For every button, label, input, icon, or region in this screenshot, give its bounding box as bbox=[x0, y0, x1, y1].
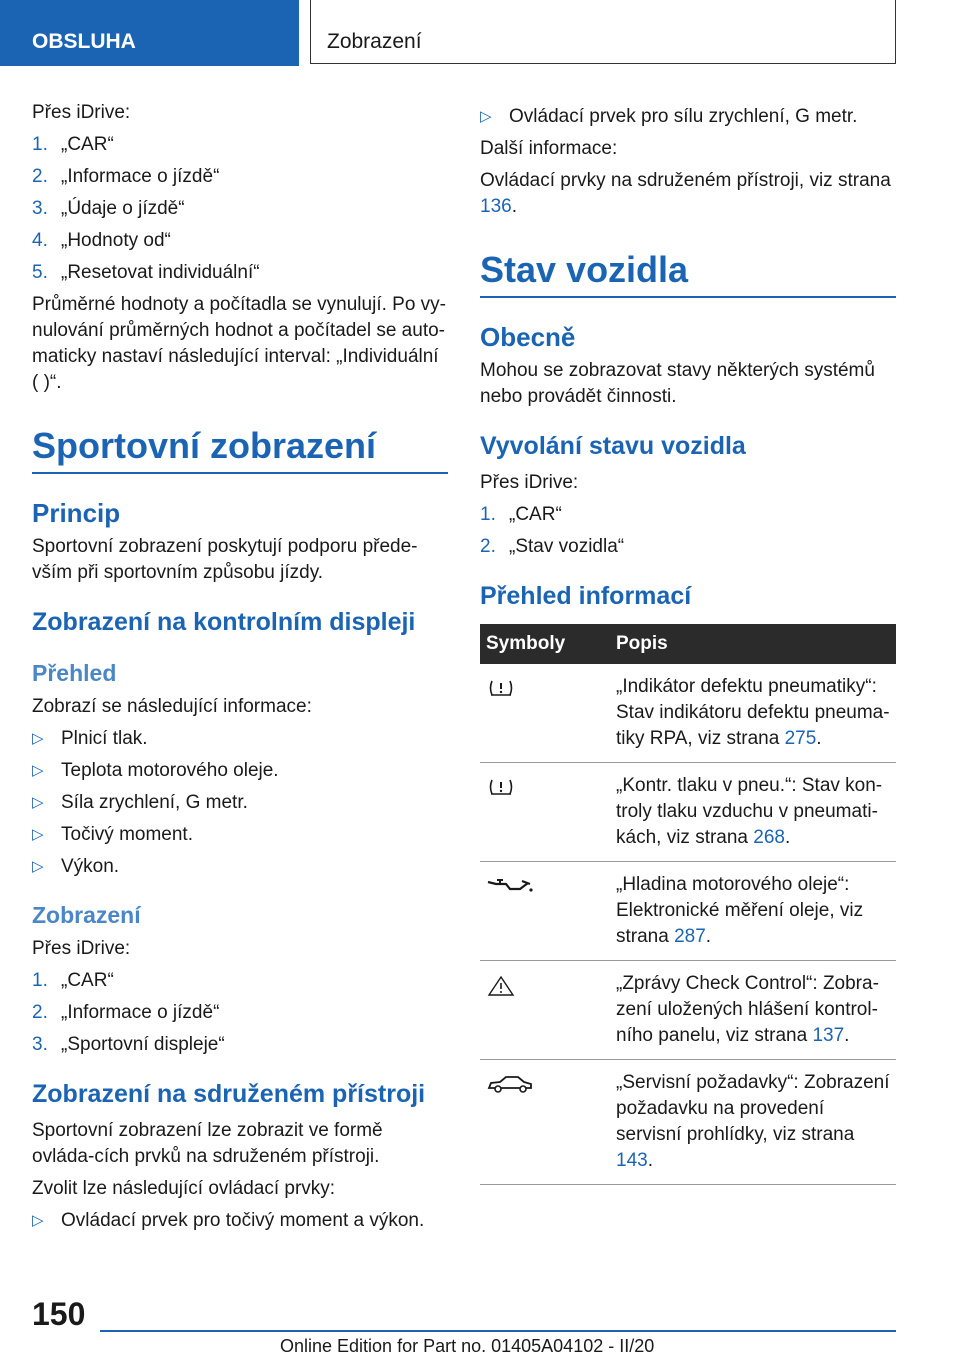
list-item: 3. „Sportovní displeje“ bbox=[32, 1034, 225, 1055]
list-item: 3. „Údaje o jízdě“ bbox=[32, 198, 185, 219]
warning-triangle-icon bbox=[486, 975, 516, 997]
overview-paragraph: Zobrazí se následující informace: bbox=[32, 696, 312, 717]
list-item: 5. „Resetovat individuální“ bbox=[32, 262, 260, 283]
tire-pressure-warning-icon bbox=[486, 678, 516, 698]
bullet-list-3 bbox=[480, 104, 896, 130]
table-row: „Hladina motorového oleje“: Elektronické měření oleje, viz strana 287. bbox=[480, 862, 896, 961]
bullet-triangle-icon: ▷ bbox=[32, 1212, 44, 1229]
table-row: „Kontr. tlaku v pneu.“: Stav kon-troly tlaku vzduchu v pneumati-kách, viz strana 268. bbox=[480, 763, 896, 862]
principle-paragraph: Sportovní zobrazení poskytují podporu přede-vším při sportovním způsobu jízdy. bbox=[32, 536, 418, 583]
bullet-triangle-icon: ▷ bbox=[480, 108, 492, 125]
list-item: 1. „CAR“ bbox=[32, 134, 114, 155]
edition-text: Online Edition for Part no. 01405A04102 - II/20 bbox=[280, 1336, 655, 1356]
heading-principle: Princip bbox=[32, 498, 121, 528]
page-header bbox=[0, 0, 960, 66]
page-link[interactable]: 137 bbox=[812, 1025, 845, 1046]
chapter-tab[interactable]: Zobrazení bbox=[310, 0, 896, 64]
steps-list-2 bbox=[32, 968, 448, 1058]
section-tab[interactable]: OBSLUHA bbox=[0, 0, 299, 66]
column-header-symbols: Symboly bbox=[480, 624, 610, 664]
left-column bbox=[32, 100, 448, 1240]
heading-general: Obecně bbox=[480, 322, 576, 352]
bullet-list-1 bbox=[32, 726, 448, 880]
intro-text-2: Přes iDrive: bbox=[32, 938, 131, 959]
cluster-paragraph: Sportovní zobrazení lze zobrazit ve formě ovláda-cích prvků na sdruženém přístroji. bbox=[32, 1120, 383, 1167]
list-item: 2. „Informace o jízdě“ bbox=[32, 1002, 220, 1023]
heading-info-overview: Přehled informací bbox=[480, 582, 692, 610]
heading-vehicle-status: Stav vozidla bbox=[480, 248, 896, 298]
heading-call-status: Vyvolání stavu vozidla bbox=[480, 432, 746, 460]
list-item: 1. „CAR“ bbox=[32, 970, 114, 991]
list-item: ▷ Síla zrychlení, G metr. bbox=[32, 790, 448, 816]
page-link[interactable]: 287 bbox=[674, 926, 706, 947]
symbols-table bbox=[480, 624, 896, 1185]
reset-paragraph: Průměrné hodnoty a počítadla se vynulují. Po vy-nulování průměrných hodnot a počítadel se auto-maticky nastaví následující interval: „Individuální ( )“. bbox=[32, 294, 447, 393]
steps-list-1 bbox=[32, 132, 448, 286]
car-service-icon bbox=[486, 1074, 534, 1096]
bullet-triangle-icon: ▷ bbox=[32, 762, 44, 779]
list-item: 1. „CAR“ bbox=[480, 504, 562, 525]
select-paragraph: Zvolit lze následující ovládací prvky: bbox=[32, 1178, 336, 1199]
controls-paragraph: Ovládací prvky na sdruženém přístroji, viz strana 136. bbox=[480, 170, 891, 217]
list-item: ▷ Ovládací prvek pro točivý moment a výkon. bbox=[32, 1208, 448, 1234]
heading-control-display: Zobrazení na kontrolním displeji bbox=[32, 608, 416, 636]
intro-text: Přes iDrive: bbox=[32, 102, 131, 123]
heading-sport-display: Sportovní zobrazení bbox=[32, 424, 448, 474]
tire-pressure-monitor-icon bbox=[486, 777, 516, 797]
table-row: „Zprávy Check Control“: Zobra-zení uložených hlášení kontrol-ního panelu, viz strana 137. bbox=[480, 961, 896, 1060]
heading-display: Zobrazení bbox=[32, 902, 141, 928]
more-info-label: Další informace: bbox=[480, 138, 618, 159]
steps-list-3 bbox=[480, 502, 896, 560]
intro-text-3: Přes iDrive: bbox=[480, 472, 579, 493]
general-paragraph: Mohou se zobrazovat stavy některých systémů nebo provádět činnosti. bbox=[480, 360, 875, 407]
page-link[interactable]: 136 bbox=[480, 196, 512, 217]
list-item: 2. „Informace o jízdě“ bbox=[32, 166, 220, 187]
list-item: ▷ Plnicí tlak. bbox=[32, 726, 448, 752]
page-link[interactable]: 268 bbox=[753, 827, 785, 848]
heading-instrument-cluster: Zobrazení na sdruženém přístroji bbox=[32, 1080, 426, 1108]
list-item: ▷ Teplota motorového oleje. bbox=[32, 758, 448, 784]
bullet-triangle-icon: ▷ bbox=[32, 858, 44, 875]
footer-divider bbox=[100, 1330, 896, 1332]
right-column bbox=[480, 100, 896, 1185]
list-item: ▷ Ovládací prvek pro sílu zrychlení, G metr. bbox=[480, 104, 896, 130]
heading-overview: Přehled bbox=[32, 660, 117, 686]
list-item: 4. „Hodnoty od“ bbox=[32, 230, 171, 251]
bullet-list-2 bbox=[32, 1208, 448, 1234]
column-header-description: Popis bbox=[610, 624, 896, 664]
table-row: „Servisní požadavky“: Zobrazení požadavku na provedení servisní prohlídky, viz strana 143. bbox=[480, 1060, 896, 1185]
page-link[interactable]: 143 bbox=[616, 1150, 648, 1171]
table-row: „Indikátor defektu pneumatiky“: Stav indikátoru defektu pneuma-tiky RPA, viz strana 275. bbox=[480, 664, 896, 763]
table-header-row bbox=[480, 624, 896, 664]
bullet-triangle-icon: ▷ bbox=[32, 826, 44, 843]
bullet-triangle-icon: ▷ bbox=[32, 794, 44, 811]
list-item: ▷ Výkon. bbox=[32, 854, 448, 880]
page-link[interactable]: 275 bbox=[784, 728, 817, 749]
bullet-triangle-icon: ▷ bbox=[32, 730, 44, 747]
list-item: 2. „Stav vozidla“ bbox=[480, 536, 625, 557]
oil-level-icon bbox=[486, 876, 534, 896]
list-item: ▷ Točivý moment. bbox=[32, 822, 448, 848]
page-number: 150 bbox=[32, 1296, 86, 1332]
